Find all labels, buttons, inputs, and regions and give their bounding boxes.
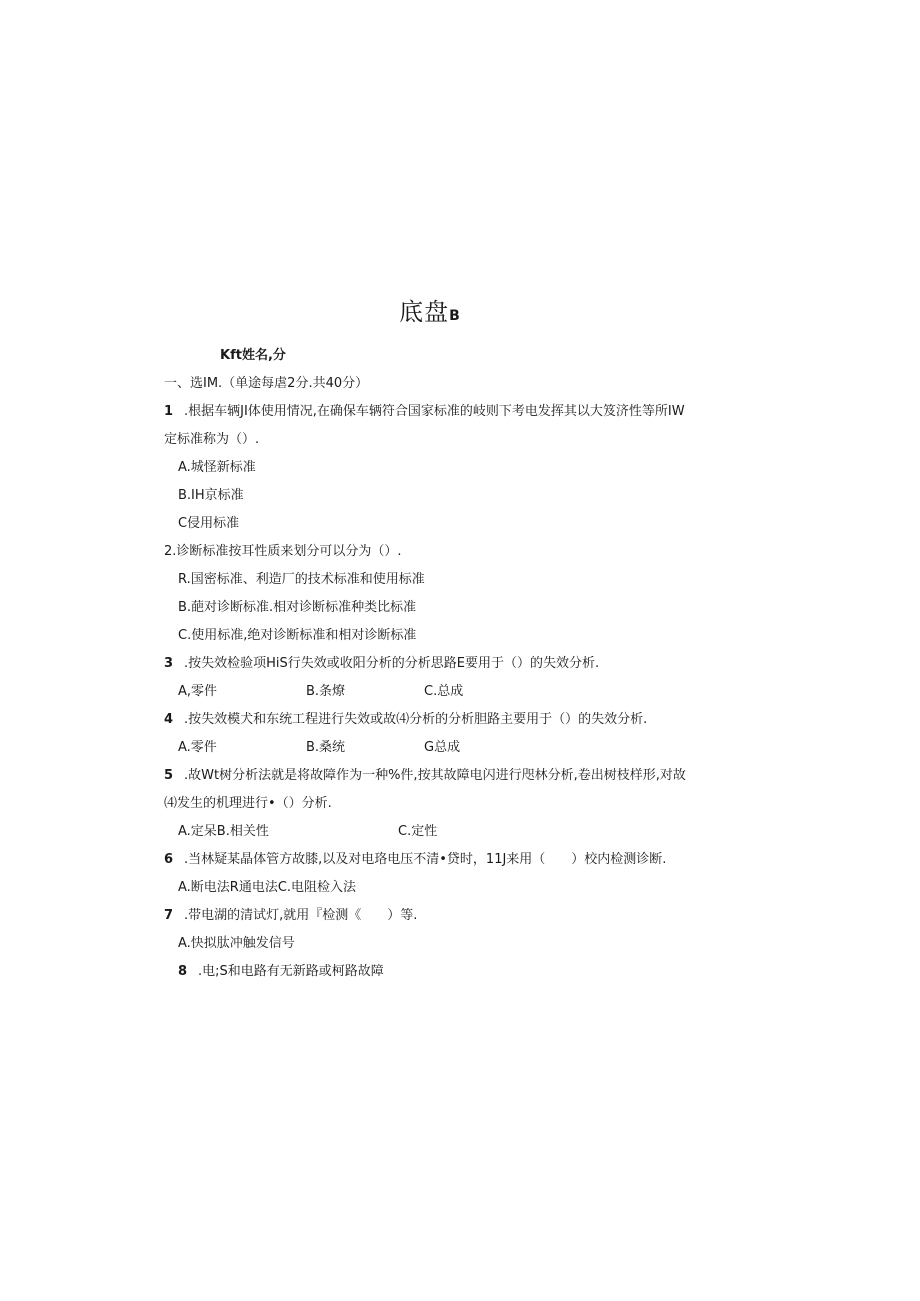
- question-1: [164, 403, 685, 421]
- option-a: R.国密标准、利造厂的技术标准和使用标准: [178, 572, 425, 587]
- section-heading: 一、选IM.（单途每虐2分.共40分）: [164, 376, 369, 391]
- question-1-continued: 定标准称为（）.: [164, 432, 260, 447]
- option-a: A.城怪新标准: [178, 460, 256, 475]
- option-c: C.使用标准,绝对诊断标准和相对诊断标准: [178, 628, 417, 643]
- question-text: .带电湖的清试灯,就用『检测《 ）等.: [184, 908, 418, 923]
- question-text: .故Wt树分析法就是将故障作为一种%件,按其故障电闪进行咫林分析,卷出树枝样形,对故: [184, 768, 686, 783]
- title-suffix: B: [449, 308, 461, 324]
- question-number: 8: [178, 964, 188, 979]
- question-2: 2.诊断标准按耳性质来划分可以分为（）.: [164, 544, 402, 559]
- question-text: .按失效检验项HiS行失效或收阳分析的分析思路E要用于（）的失效分析.: [184, 656, 600, 671]
- title-text: 底盘: [399, 298, 450, 326]
- question-number: 1: [164, 404, 174, 419]
- option-c: C.定性: [398, 824, 438, 839]
- question-5-continued: ⑷发生的机理进行•（）分析.: [164, 796, 332, 811]
- question-6: [164, 851, 666, 869]
- question-text: .电;S和电路有无新路或柯路故障: [198, 964, 384, 979]
- option-b: B.葩对诊断标准.相对诊断标准种类比标准: [178, 600, 417, 615]
- option-b: B.条燎: [306, 684, 346, 699]
- question-7: [164, 907, 417, 925]
- option-c: G总成: [424, 740, 461, 755]
- question-number: 4: [164, 712, 174, 727]
- question-3: [164, 655, 599, 673]
- option-b: B.桑统: [306, 740, 346, 755]
- question-text: .当林疑某晶体管方故膝,以及对电珞电压不清•贷时，11J来用（ ）校内检测诊断.: [184, 852, 667, 867]
- option-b: B.IH京标准: [178, 488, 244, 503]
- question-number: 3: [164, 656, 174, 671]
- option-c: C侵用标准: [178, 516, 240, 531]
- name-score-line: Kft姓名,分: [220, 348, 286, 363]
- option-a: A,零件: [178, 684, 218, 699]
- option-a: A.零件: [178, 740, 217, 755]
- option-a: A.快拟肽冲触发信号: [178, 936, 295, 951]
- question-8: [178, 963, 384, 981]
- question-5: [164, 767, 686, 785]
- options-abc: A.断电法R通电法C.电阻检入法: [178, 880, 357, 895]
- question-number: 7: [164, 908, 174, 923]
- question-4: [164, 711, 647, 729]
- question-text: .按失效模犬和东统工程进行失效或故⑷分析的分析胆路主要用于（）的失效分析.: [184, 712, 648, 727]
- question-text: .根据车辆JI体使用情况,在确保车辆符合国家标准的岐则下考电发挥其以大笈济性等所IW: [184, 404, 685, 419]
- question-number: 6: [164, 852, 174, 867]
- question-number: 5: [164, 768, 174, 783]
- option-c: C.总成: [424, 684, 464, 699]
- option-a-b: A.定呆B.相关性: [178, 824, 269, 839]
- page-title: [0, 292, 860, 327]
